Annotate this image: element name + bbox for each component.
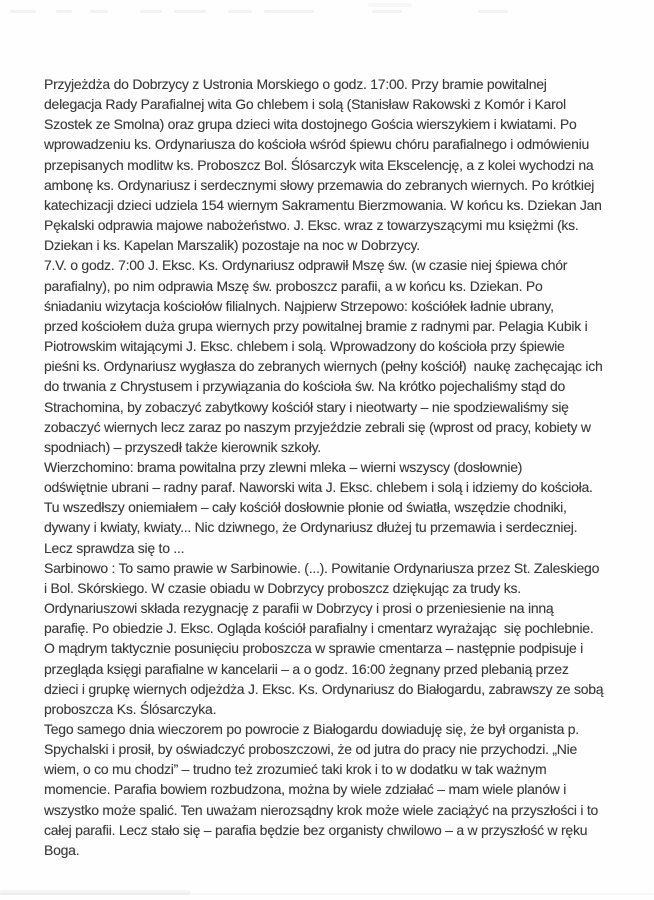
scan-artifact — [368, 3, 412, 7]
text-line: Pękalski odprawia majowe nabożeństwo. J. Eksc. wraz z towarzyszącymi mu księżmi (ks. — [44, 217, 579, 234]
text-line: do trwania z Chrystusem i przywiązania do kościoła św. Na krótko pojechaliśmy stąd do — [44, 378, 566, 395]
text-line: przed kościołem duża grupa wiernych przy powitalnej bramie z radnymi par. Pelagia Kubik i — [44, 317, 588, 334]
text-line: wiem, o co mu chodzi” – trudno też zrozumieć taki krok i to w dodatku w tak ważnym — [44, 761, 547, 778]
text-line: Przyjeżdża do Dobrzycy z Ustronia Morskiego o godz. 17:00. Przy bramie powitalnej — [44, 76, 547, 92]
text-line: Szostek ze Smolna) oraz grupa dzieci wita dostojnego Gościa wierszykiem i kwiatami. Po — [44, 116, 577, 133]
text-line: katechizacji dzieci udziela 154 wiernym Sakramentu Bierzmowania. W końcu ks. Dziekan Jan — [44, 196, 602, 213]
text-line: i Bol. Skórskiego. W czasie obiadu w Dobrzycy proboszcz dziękując za trudy ks. — [44, 579, 521, 596]
document-text — [44, 74, 630, 860]
text-line: przepisanych modlitw ks. Proboszcz Bol. Ślósarczyk wita Ekscelencję, a z kolei wychodzi na — [44, 156, 594, 173]
text-line: O mądrym taktycznie posunięciu proboszcza w sprawie cmentarza – następnie podpisuje i — [44, 640, 584, 657]
text-line: Piotrowskim witającymi J. Eksc. chlebem i solą. Wprowadzony do kościoła przy śpiewie — [44, 338, 565, 355]
scan-artifact — [10, 10, 36, 13]
text-line: przegląda księgi parafialne w kancelarii – a o godz. 16:00 żegnany przed plebanią przez — [44, 660, 569, 677]
text-line: Wierzchomino: brama powitalna przy zlewni mleka – wierni wszyscy (dosłownie) — [44, 458, 523, 475]
text-line: spodniach) – przyszedł także kierownik szkoły. — [44, 438, 321, 455]
text-line: Spychalski i prosił, by oświadczyć proboszczowi, że od jutra do pracy nie przychodzi. „Nie — [44, 741, 578, 758]
scan-artifact — [56, 10, 72, 13]
scan-artifact — [478, 10, 508, 13]
text-line: dywany i kwiaty, kwiaty... Nic dziwnego, że Ordynariusz dłużej tu przemawia i serdeczniej. — [44, 519, 578, 536]
text-line: parafię. Po obiedzie J. Eksc. Ogląda kościół parafialny i cmentarz wyrażając się pochlebnie. — [44, 620, 594, 637]
scan-artifact — [264, 10, 314, 13]
text-line: Sarbinowo : To samo prawie w Sarbinowie. (...). Powitanie Ordynariusza przez St. Zaleskiego — [44, 559, 600, 576]
text-line: pieśni ks. Ordynariusz wygłasza do zebranych wiernych (pełny kościół) naukę zachęcając ich — [44, 358, 603, 375]
scan-artifact — [0, 893, 654, 895]
text-line: zobaczyć wiernych lecz zaraz po naszym przyjeździe zebrali się (wprost od pracy, kobiety w — [44, 418, 591, 435]
text-line: 7.V. o godz. 7:00 J. Eksc. Ks. Ordynariusz odprawił Mszę św. (w czasie niej śpiewa chór — [44, 257, 568, 274]
text-line: Ordynariuszowi składa rezygnację z parafii w Dobrzycy i prosi o przeniesienie na inną — [44, 600, 554, 617]
text-line: momencie. Parafia bowiem rozbudzona, można by wiele zdziałać – mam wiele planów i — [44, 781, 567, 798]
scan-artifact — [174, 10, 206, 13]
scan-artifact — [372, 10, 402, 13]
text-line: delegacja Rady Parafialnej wita Go chlebem i solą (Stanisław Rakowski z Komór i Karol — [44, 96, 566, 113]
text-line: Tego samego dnia wieczorem po powrocie z Białogardu dowiaduję się, że był organista p. — [44, 721, 579, 737]
text-line: dzieci i grupkę wiernych odjeżdża J. Eksc. Ks. Ordynariusz do Białogardu, zabrawszy ze sobą — [44, 680, 604, 697]
text-line: parafialny), po nim odprawia Mszę św. proboszcz parafii, a w końcu ks. Dziekan. Po — [44, 277, 543, 294]
scan-artifact — [90, 10, 108, 13]
text-line: Boga. — [44, 841, 80, 858]
text-line: proboszcza Ks. Ślósarczyka. — [44, 700, 217, 717]
scan-artifact — [228, 10, 252, 13]
text-line: Strachomina, by zobaczyć zabytkowy kościół stary i nieotwarty – nie spodziewaliśmy się — [44, 398, 569, 415]
scan-artifact — [140, 10, 162, 13]
text-line: Lecz sprawdza się to ... — [44, 539, 185, 556]
text-line: wprowadzeniu ks. Ordynariusza do kościoła wśród śpiewu chóru parafialnego i odmówieniu — [44, 136, 590, 153]
text-line: śniadaniu wizytacja kościołów filialnych. Najpierw Strzepowo: kościółek ładnie ubrany, — [44, 297, 554, 314]
text-line: ambonę ks. Ordynariusz i serdecznymi słowy przemawia do zebranych wiernych. Po krótkiej — [44, 176, 595, 193]
text-line: całej parafii. Lecz stało się – parafia będzie bez organisty chwilowo – a w przyszłość w ręku — [44, 821, 588, 838]
text-line: Dziekan i ks. Kapelan Marszalik) pozostaje na noc w Dobrzycy. — [44, 237, 420, 254]
text-line: wszystko może spalić. Ten uważam nierozsądny krok może wiele zaciążyć na przyszłości i to — [44, 801, 599, 818]
text-line: odświętnie ubrani – radny paraf. Naworski wita J. Eksc. chlebem i solą i idziemy do kościoła. — [44, 479, 593, 496]
text-line: Tu wszedłszy oniemiałem – cały kościół dosłownie płonie od światła, wszędzie chodniki, — [44, 499, 567, 516]
